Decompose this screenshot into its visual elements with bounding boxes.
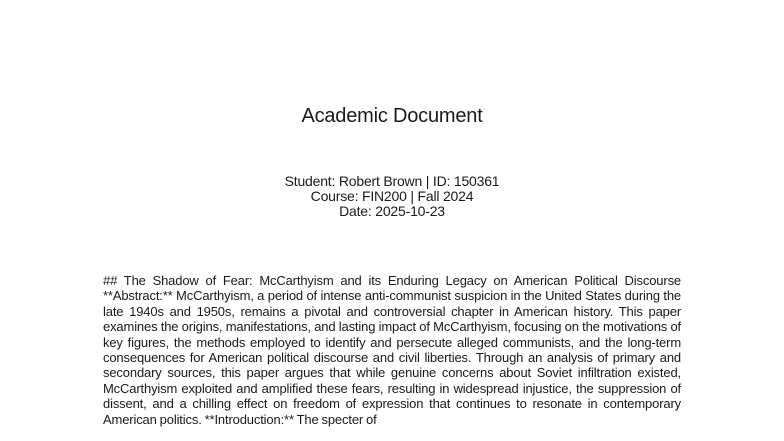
document-meta <box>0 174 784 219</box>
body-paragraph: ## The Shadow of Fear: McCarthyism and its Enduring Legacy on American Political Discourse **Abstract:** McCarthyism, a period of intense anti-communist suspicion in the United States during the late 1940s and 1950s, remains a pivotal and controversial chapter in American history. This paper examines the origins, manifestations, and lasting impact of McCarthyism, focusing on the motivations of key figures, the methods employed to identify and persecute alleged communists, and the long-term consequences for American political discourse and civil liberties. Through an analysis of primary and secondary sources, this paper argues that while genuine concerns about Soviet infiltration existed, McCarthyism exploited and amplified these fears, resulting in widespread injustice, the suppression of dissent, and a chilling effect on freedom of expression that continues to resonate in contemporary American politics. **Introduction:** The specter of <box>103 273 681 427</box>
date-line: Date: 2025-10-23 <box>339 203 445 219</box>
course-line: Course: FIN200 | Fall 2024 <box>310 188 474 204</box>
document-title: Academic Document <box>301 105 483 127</box>
student-line: Student: Robert Brown | ID: 150361 <box>284 173 500 189</box>
